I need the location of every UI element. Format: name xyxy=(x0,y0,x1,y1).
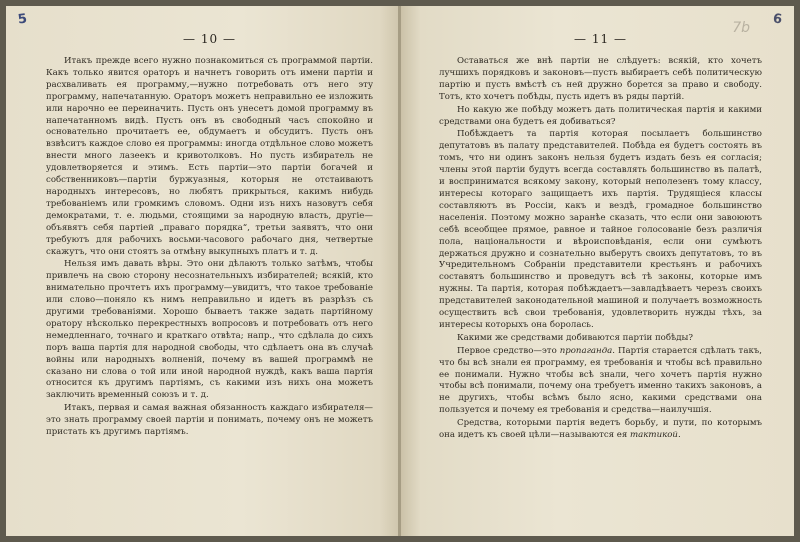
right-page xyxy=(401,6,794,536)
handwritten-page-mark: 7b xyxy=(732,20,750,36)
left-corner-mark: 5 xyxy=(17,11,29,28)
paragraph: Итакъ, первая и самая важная обязанность каждаго избирателя—это знать программу своей партіи и понимать, почему онъ не можетъ пристать къ другимъ партіямъ. xyxy=(46,403,373,438)
paragraph: Но какую же побѣду можетъ дать политическая партія и какими средствами она будетъ ея добиваться? xyxy=(439,104,762,127)
right-corner-mark: 6 xyxy=(772,11,783,28)
paragraph: Первое средство—это пропаганда. Партія старается сдѣлать такъ, что бы всѣ знали ея программу, ея требованія и чтобы всѣ правильно ее понимали. Нужно чтобы всѣ знали, чего хочетъ партія нужно чтобы всѣ понимали, почему она требуетъ именно такихъ законовъ, а не другихъ, чтобы всѣмъ было ясно, какими средствами она пользуется и почему ея требованія и средства—наилучшія. xyxy=(439,345,763,416)
paragraph: Побѣждаетъ та партія которая посылаетъ большинство депутатовъ въ палату представителей. Побѣда ея будетъ состоять въ томъ, что ни одинъ законъ нельзя будетъ издать безъ ея согласія; члены этой партіи будутъ всегда составлять большинство въ палатѣ, и восприниматся всякому закону, который неполезенъ тому классу, интересы котораго защищаетъ ихъ партія. Трудящіеся классы составляютъ въ Россіи, какъ и вездѣ, громадное большинство населенія. Поэтому можно заранѣе сказать, что если они завоюютъ себѣ всеобщее прямое, равное и тайное голосованіе безъ различія пола, національности и вѣроисповѣданія, если они сумѣютъ держаться дружно и сознательно выберутъ своихъ депутатовъ, то въ Учредительномъ Собраніи представители крестьянъ и рабочихъ составятъ большинство и проведутъ всѣ тѣ законы, которые имъ нужны. Та партія, которая побѣждаетъ—завладѣваетъ черезъ своихъ представителей законодательной машиной и получаетъ возможность осуществить всѣ свои требованія, удовлетворить нужды тѣхъ, за интересы которыхъ она боролась. xyxy=(439,129,762,330)
paragraph: Средства, которыми партія ведетъ борьбу, и пути, по которымъ она идетъ къ своей цѣли—называются ея тактикой. xyxy=(439,418,762,441)
left-page-text xyxy=(46,56,373,439)
paragraph: Какими же средствами добиваются партіи побѣды? xyxy=(457,332,693,343)
right-page-text xyxy=(439,56,762,442)
paragraph: Нельзя имъ давать вѣры. Это они дѣлаютъ только затѣмъ, чтобы привлечь на свою сторону несознательныхъ избирателей; всякій, кто внимательно прочтетъ ихъ программу—увидитъ, что такое требованіе или слово—поняло къ нимъ неправильно и идетъ въ разрѣзъ съ другими требованіями. Хорошо бываетъ также задать партійному оратору нѣсколько перекрестныхъ вопросовъ и потребовать отъ него немедленнаго, точнаго и краткаго отвѣта; напр., что сдѣлала до сихъ поръ ваша партія для народной свободы, что сдѣлаетъ она въ случаѣ войны или народныхъ волненій, почему въ вашей программѣ не сказано ни слова о той или иной народной нуждѣ, какъ ваша партія относится къ другимъ партіямъ, съ какими изъ нихъ она можетъ заключить временный союзъ и т. д. xyxy=(46,259,373,401)
left-page xyxy=(6,6,399,536)
right-page-number: — 11 — xyxy=(574,32,627,46)
italic-term: пропаганда xyxy=(559,345,613,356)
italic-term: тактикой xyxy=(630,430,678,441)
left-page-number: — 10 — xyxy=(183,32,236,46)
paragraph: Итакъ прежде всего нужно познакомиться съ программой партіи. Какъ только явится ораторъ и начнетъ говорить отъ имени партіи и расхваливать ея программу,—нужно потребовать отъ него эту программу, напечатанную. Ораторъ можетъ неправильно ее изложить или нарочно ее переиначить. Пусть онъ унесетъ домой программу въ напечатанномъ видѣ. Пусть онъ въ свободный часъ спокойно и основательно прочитаетъ ее, обдумаетъ и обсудитъ. Пусть онъ взвѣситъ каждое слово ея программы: иногда отдѣльное слово можетъ внести много лазеекъ и кривотолковъ. Но пусть избиратель не удовлетворяется и этимъ. Есть партіи—это партіи богачей и собственниковъ—партіи буржуазныя, которыя не отстаиваютъ народныхъ интересовъ, но любятъ прикрыться, какимъ нибудь требованіемъ или громкимъ словомъ. Одни изъ нихъ назовутъ себя демократами, т. е. людьми, стоящими за народную власть, другіе—объявятъ себя партіей „праваго порядка“, третьи заявятъ, что они требуютъ для рабочихъ восьми-часового рабочаго дня, четвертые скажутъ, что они стоятъ за отмѣну выкупныхъ платъ и т. д. xyxy=(46,56,373,257)
paragraph: Оставаться же внѣ партіи не слѣдуетъ: всякій, кто хочетъ лучшихъ порядковъ и законовъ—пусть выбираетъ себѣ политическую партію и пусть вмѣстѣ съ ней дружно борется за право и свободу. Тотъ, кто хочетъ побѣды, пусть идетъ въ ряды партій. xyxy=(439,56,762,102)
